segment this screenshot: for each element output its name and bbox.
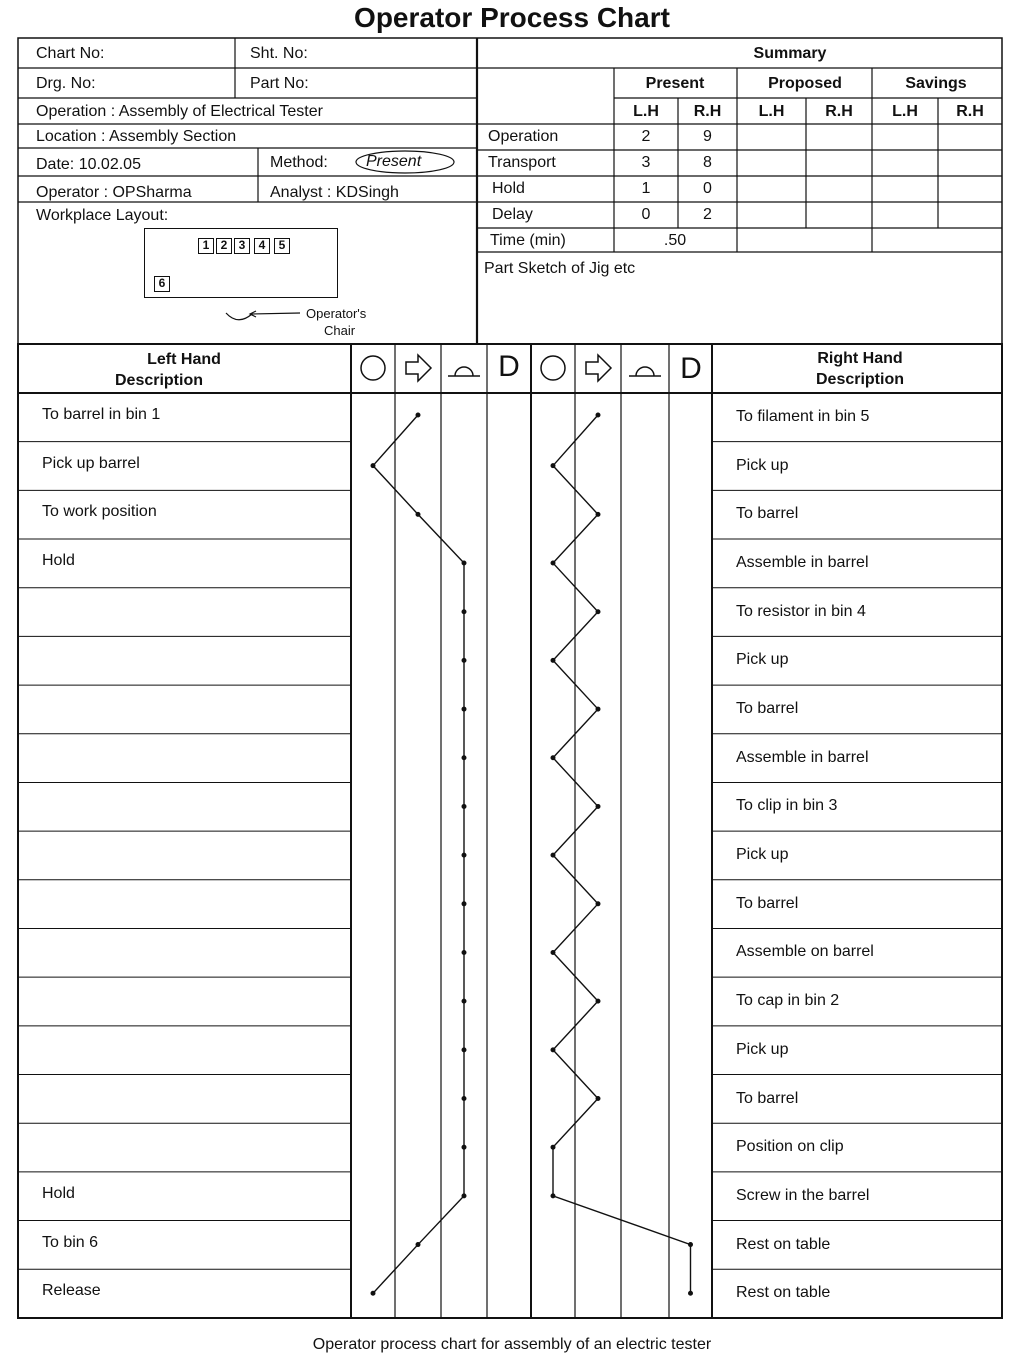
bin-3: 3	[234, 238, 250, 254]
left-hand-flow-point-6	[462, 659, 466, 663]
bin-6: 6	[154, 276, 170, 292]
right-hand-step-9: To clip in bin 3	[736, 797, 838, 815]
right-hand-flow-point-8	[551, 756, 555, 760]
left-hand-flow-point-8	[462, 756, 466, 760]
right-hand-flow-point-6	[551, 659, 555, 663]
left-hand-step-17: Hold	[42, 1184, 75, 1202]
right-hand-flow-point-14	[551, 1048, 555, 1052]
operator-chair-icon	[226, 313, 300, 320]
time-value: .50	[663, 232, 687, 249]
left-hand-flow-point-4	[462, 561, 466, 565]
right-hand-step-14: Pick up	[736, 1040, 789, 1058]
right-hand-flow-point-7	[596, 707, 600, 711]
method-label: Method:	[270, 154, 328, 171]
left-hand-flow-point-3	[416, 513, 420, 517]
right-hand-step-7: To barrel	[736, 700, 799, 718]
left-hand-flow-point-12	[462, 951, 466, 955]
right-hand-flow-point-4	[551, 561, 555, 565]
page-title: Operator Process Chart	[354, 2, 670, 33]
summary-row-label-1: Operation	[488, 128, 559, 145]
left-hand-step-1: To barrel in bin 1	[42, 406, 161, 423]
bin-1: 1	[198, 238, 214, 254]
right-hand-step-18: Rest on table	[736, 1235, 831, 1253]
left-transport-symbol-icon	[406, 355, 431, 381]
right-hand-step-4: Assemble in barrel	[736, 554, 869, 572]
summary-subcol-1: L.H	[633, 103, 659, 120]
right-hand-header: Right Hand	[817, 350, 903, 367]
bin-2: 2	[216, 238, 232, 254]
left-hand-flow-point-1	[416, 413, 420, 417]
right-hand-step-15: To barrel	[736, 1089, 799, 1107]
location-field: Location : Assembly Section	[36, 128, 237, 145]
summary-subcol-2: R.H	[693, 103, 722, 120]
summary-group-savings: Savings	[905, 75, 967, 92]
bin-4: 4	[254, 238, 270, 254]
summary-subcol-6: R.H	[956, 103, 984, 120]
summary-present-rh-4: 2	[703, 206, 712, 223]
right-transport-symbol-icon	[586, 355, 611, 381]
summary-group-proposed: Proposed	[768, 75, 842, 92]
summary-row-label-2: Transport	[488, 154, 556, 171]
right-hand-step-19: Rest on table	[736, 1284, 831, 1302]
summary-group-present: Present	[645, 75, 705, 92]
right-hand-flow-point-13	[596, 999, 600, 1003]
analyst-field: Analyst : KDSingh	[270, 184, 399, 201]
operator-field: Operator : OPSharma	[36, 184, 192, 201]
right-delay-symbol: D	[680, 352, 702, 385]
left-hand-header-desc: Description	[114, 372, 203, 389]
left-hand-flow-point-10	[462, 853, 466, 857]
summary-subcol-3: L.H	[758, 103, 785, 120]
summary-present-rh-2: 8	[703, 154, 712, 171]
left-hand-flow-point-15	[462, 1097, 466, 1101]
chair-label-line2: Chair	[324, 323, 356, 338]
left-hand-flow-point-16	[462, 1145, 466, 1149]
left-hand-step-18: To bin 6	[42, 1233, 99, 1251]
right-hand-step-3: To barrel	[736, 505, 799, 523]
left-hand-flow-line	[373, 415, 464, 1293]
right-hand-step-8: Assemble in barrel	[736, 748, 869, 766]
right-hand-flow-point-5	[596, 610, 600, 614]
right-hand-flow-point-17	[551, 1194, 555, 1198]
right-hand-step-16: Position on clip	[736, 1138, 844, 1156]
chair-label-line1: Operator's	[306, 306, 367, 321]
summary-subcol-4: R.H	[825, 103, 853, 120]
figure-caption: Operator process chart for assembly of an electric tester	[312, 1336, 712, 1353]
summary-present-lh-2: 3	[641, 154, 651, 171]
date-field: Date: 10.02.05	[36, 156, 141, 173]
summary-row-label-4: Delay	[492, 206, 533, 223]
operation-field: Operation : Assembly of Electrical Tester	[36, 103, 323, 120]
left-hand-flow-point-19	[371, 1291, 375, 1295]
time-label: Time (min)	[490, 232, 566, 249]
chart-no-field: Chart No:	[36, 45, 105, 62]
sheet-no-field: Sht. No:	[250, 45, 308, 62]
right-hand-header-desc: Description	[815, 371, 904, 388]
left-hand-flow-point-14	[462, 1048, 466, 1052]
right-hand-flow-point-3	[596, 513, 600, 517]
left-hand-flow-point-7	[462, 707, 466, 711]
summary-present-lh-4: 0	[641, 206, 651, 223]
drawing-no-field: Drg. No:	[36, 75, 96, 92]
left-hand-step-19: Release	[42, 1282, 101, 1300]
left-hand-header: Left Hand	[147, 351, 221, 368]
left-hand-step-2: Pick up barrel	[42, 454, 140, 472]
right-hand-step-11: To barrel	[736, 894, 799, 912]
right-hand-step-2: Pick up	[736, 456, 789, 474]
right-hand-flow-point-9	[596, 805, 600, 809]
right-hand-step-12: Assemble on barrel	[736, 943, 874, 961]
right-hand-flow-point-16	[551, 1145, 555, 1149]
right-hand-step-17: Screw in the barrel	[736, 1186, 870, 1204]
summary-present-lh-3: 1	[641, 180, 651, 197]
left-hold-symbol-icon	[448, 367, 480, 376]
summary-row-label-3: Hold	[492, 180, 525, 197]
part-sketch-label: Part Sketch of Jig etc	[484, 260, 636, 277]
summary-title: Summary	[753, 45, 827, 62]
summary-subcol-5: L.H	[892, 103, 918, 120]
right-hand-flow-point-18	[689, 1243, 693, 1247]
right-hand-step-6: Pick up	[736, 651, 789, 669]
right-hand-flow-point-11	[596, 902, 600, 906]
right-operation-symbol-icon	[541, 356, 565, 380]
right-hand-step-5: To resistor in bin 4	[736, 602, 866, 620]
summary-present-rh-1: 9	[703, 128, 712, 145]
left-hand-flow-point-11	[462, 902, 466, 906]
left-hand-flow-point-5	[462, 610, 466, 614]
workplace-layout-label: Workplace Layout:	[36, 207, 169, 224]
left-delay-symbol: D	[498, 350, 520, 383]
method-value: Present	[366, 153, 422, 170]
left-hand-flow-point-9	[462, 805, 466, 809]
left-hand-flow-point-18	[416, 1243, 420, 1247]
left-hand-flow-point-13	[462, 999, 466, 1003]
left-operation-symbol-icon	[361, 356, 385, 380]
right-hand-flow-line	[553, 415, 691, 1293]
left-hand-step-3: To work position	[42, 503, 157, 521]
right-hand-flow-point-2	[551, 464, 555, 468]
summary-present-rh-3: 0	[703, 180, 712, 197]
right-hand-flow-point-1	[596, 413, 600, 417]
bin-5: 5	[274, 238, 290, 254]
right-hand-flow-point-19	[689, 1291, 693, 1295]
right-hand-step-13: To cap in bin 2	[736, 992, 840, 1010]
right-hand-step-10: Pick up	[736, 846, 789, 864]
right-hand-flow-point-10	[551, 853, 555, 857]
left-hand-flow-point-17	[462, 1194, 466, 1198]
right-hold-symbol-icon	[629, 367, 661, 376]
right-hand-flow-point-15	[596, 1097, 600, 1101]
left-hand-step-4: Hold	[42, 552, 75, 570]
right-hand-step-1: To filament in bin 5	[736, 408, 870, 425]
left-hand-flow-point-2	[371, 464, 375, 468]
right-hand-flow-point-12	[551, 951, 555, 955]
summary-present-lh-1: 2	[641, 128, 651, 145]
part-no-field: Part No:	[250, 75, 309, 92]
